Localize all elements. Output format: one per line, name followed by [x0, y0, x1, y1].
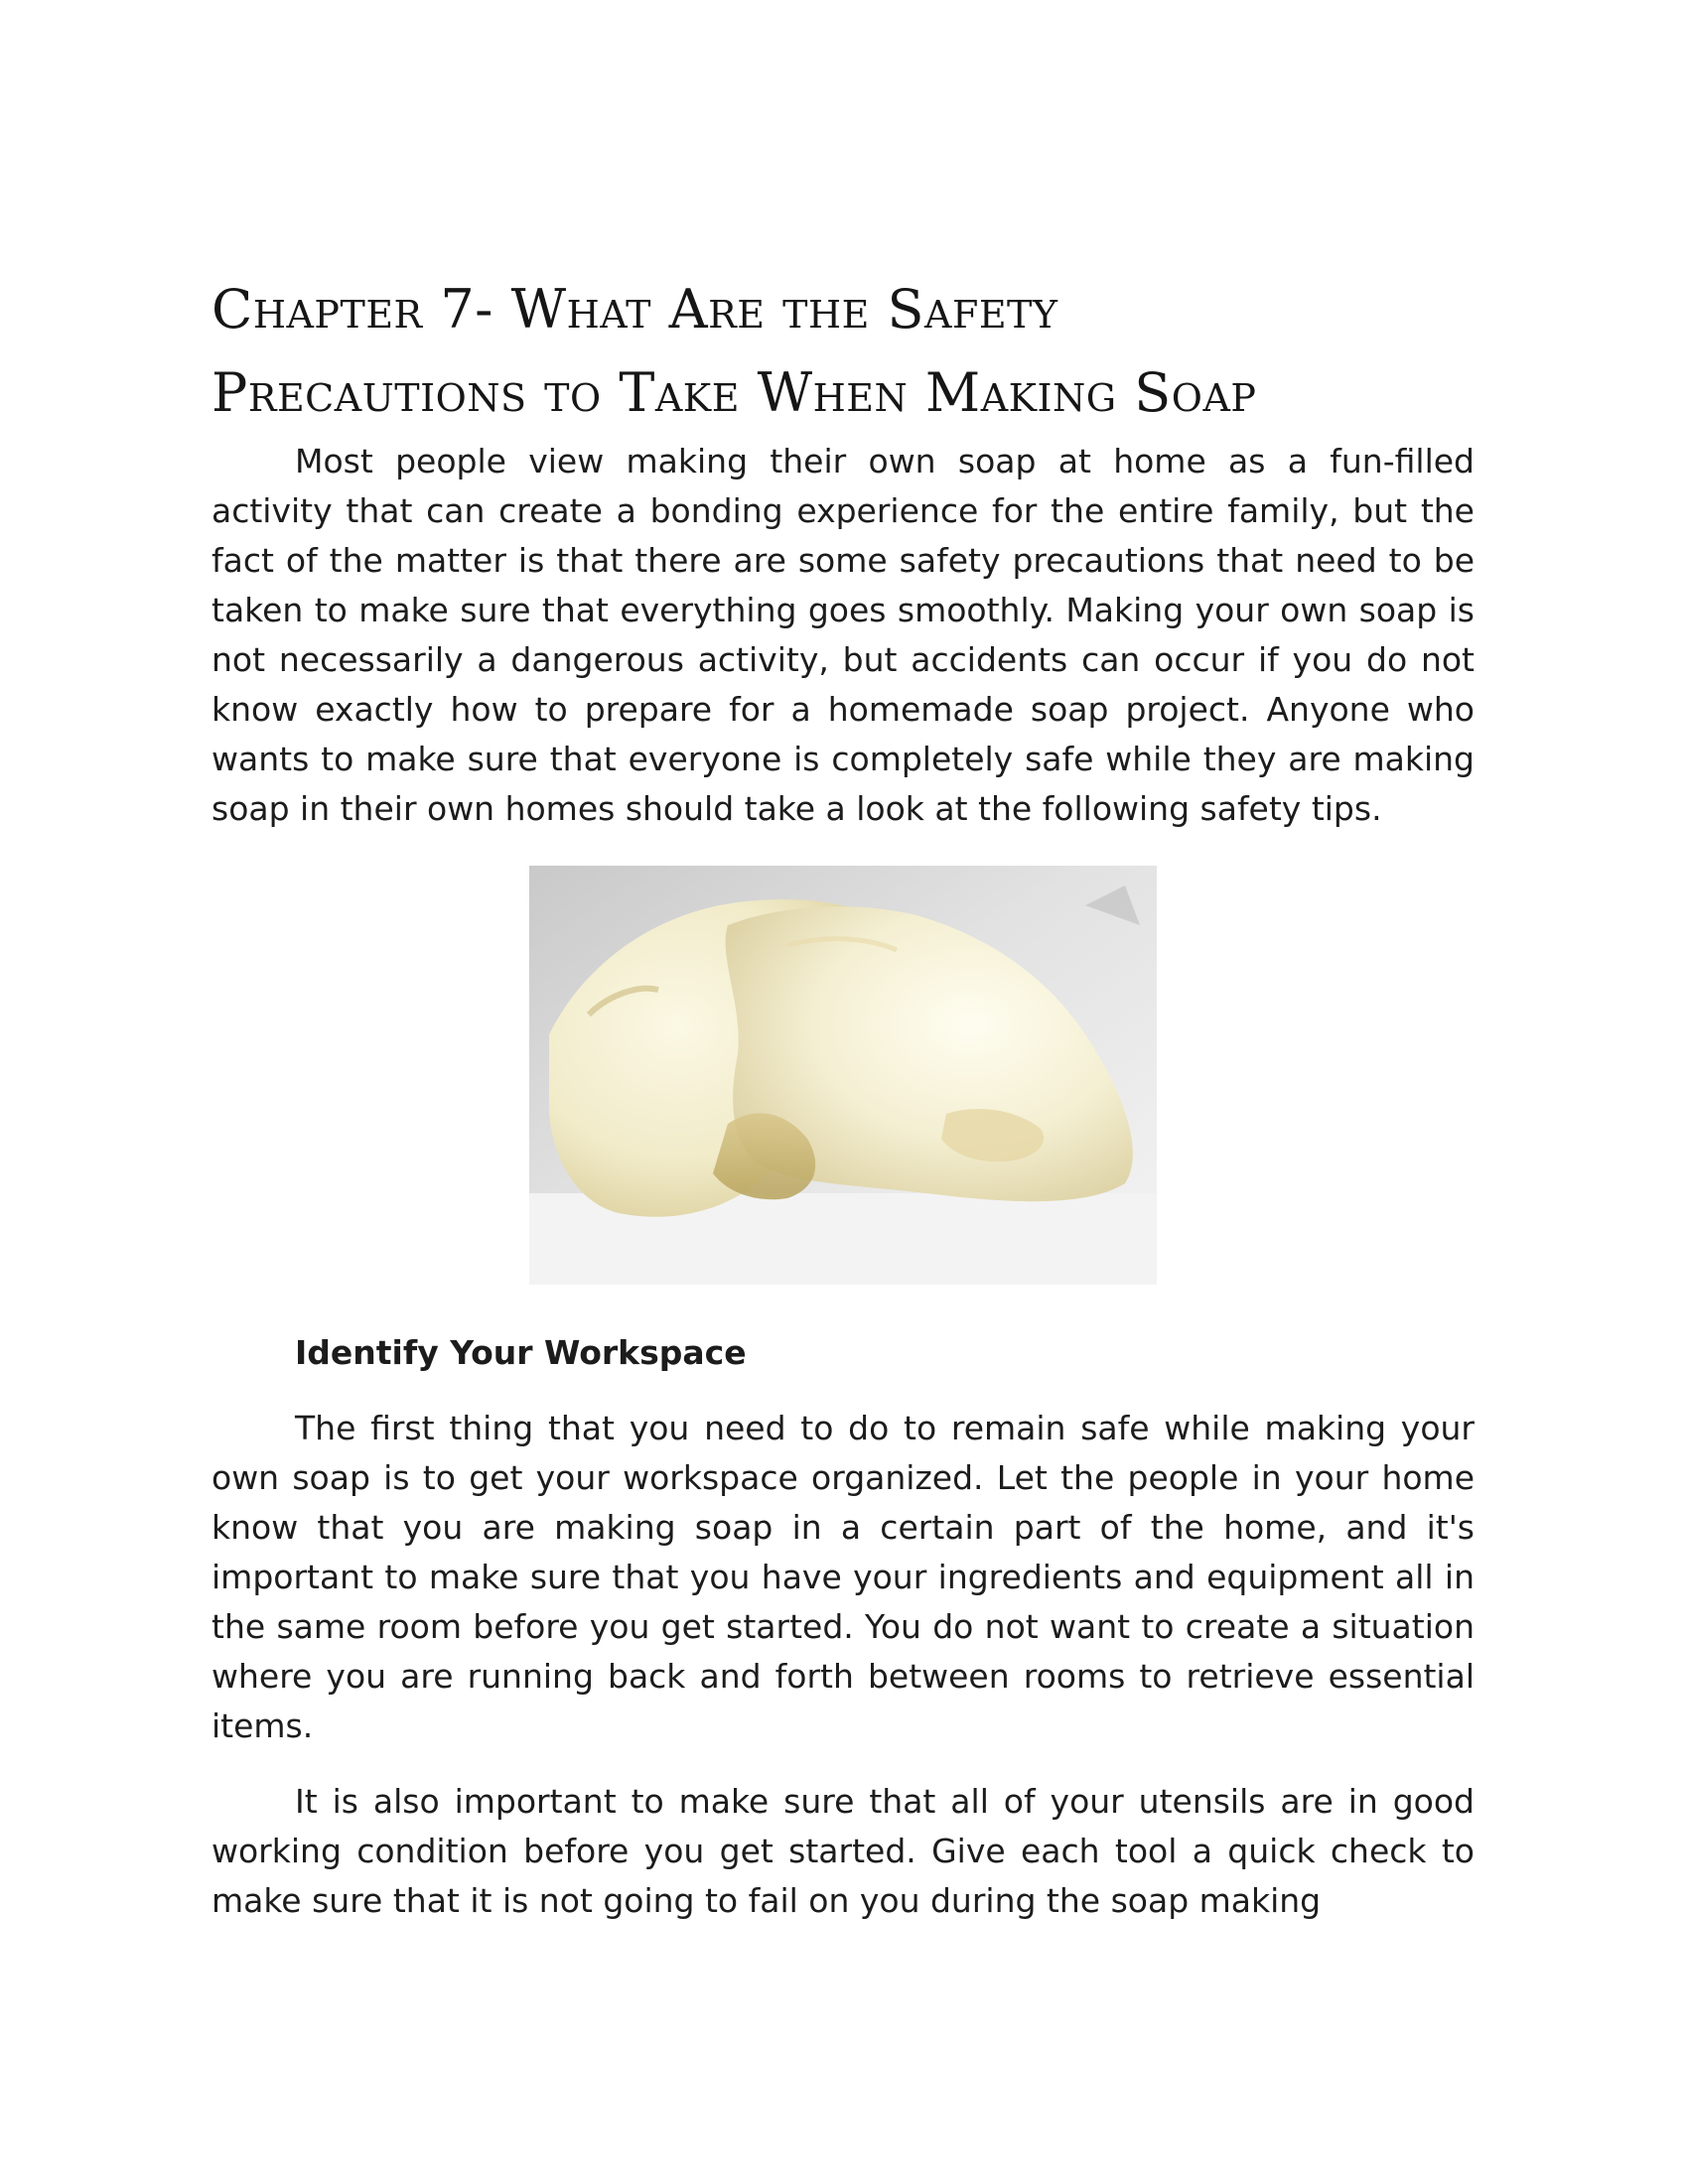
chapter-title-line-2: Precautions to Take When Making Soap — [211, 361, 1257, 424]
utensils-paragraph: It is also important to make sure that all of your utensils are in good working condition before you get started. Give each tool a quick check to make sure that it is not going to fail on you during the soap making — [211, 1782, 1475, 1920]
section-heading: Identify Your Workspace — [295, 1333, 747, 1372]
figure-container — [211, 866, 1475, 1285]
soap-chunks-image — [529, 866, 1157, 1285]
chapter-title — [211, 268, 1475, 435]
chapter-title-line-1: Chapter 7- What Are the Safety — [211, 278, 1058, 341]
intro-paragraph: Most people view making their own soap at home as a fun-filled activity that can create a bonding experience for the entire family, but the fact of the matter is that there are some safety precautions that need to be taken to make sure that everything goes smoothly. Making your own soap is not necessarily a dangerous activity, but accidents can occur if you do not know exactly how to prepare for a homemade soap project. Anyone who wants to make sure that everyone is completely safe while they are making soap in their own homes should take a look at the following safety tips. — [211, 442, 1475, 828]
document-page — [211, 268, 1475, 1926]
workspace-paragraph: The first thing that you need to do to remain safe while making your own soap is to get your workspace organized. Let the people in your home know that you are making soap in a certain part of the home, and it's important to make sure that you have your ingredients and equipment all in the same room before you get started. You do not want to create a situation where you are running back and forth between rooms to retrieve essential items. — [211, 1409, 1475, 1745]
